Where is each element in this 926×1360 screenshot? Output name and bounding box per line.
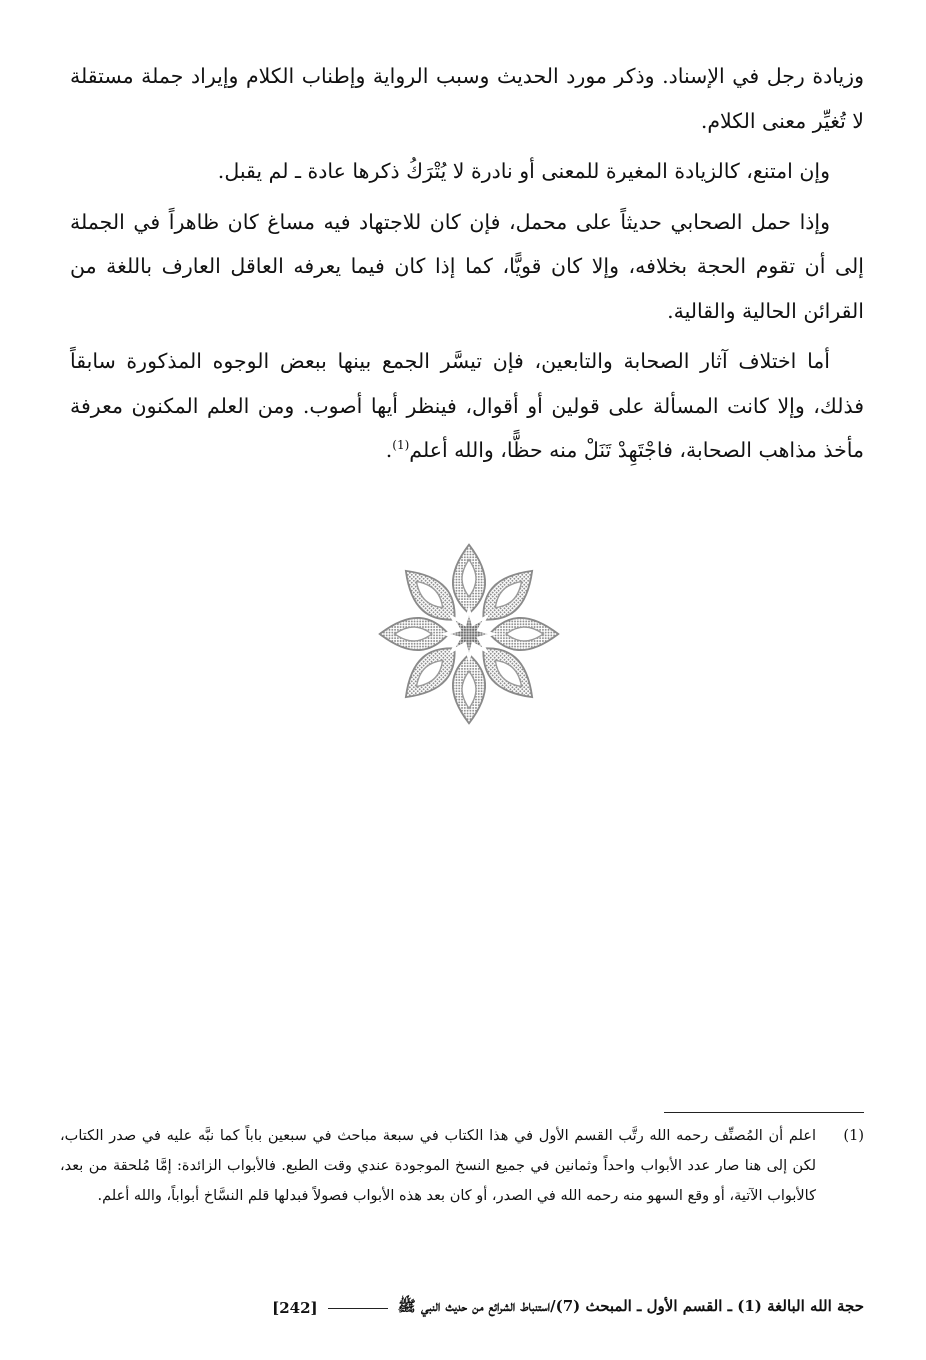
paragraph-2: وإن امتنع، كالزيادة المغيرة للمعنى أو نادرة لا يُتْرَكُ ذكرها عادة ـ لم يقبل. [217,159,830,183]
running-title: حجة الله البالغة (1) ـ القسم الأول ـ المبحث (7)/استنباط الشرائع من حديث النبي ﷺ [397,1297,864,1315]
footnote-text: اعلم أن المُصنِّف رحمه الله رتَّب القسم الأول في هذا الكتاب في سبعة مباحث في سبعين باباً كما نبَّه عليه في صدر الكتاب، لكن إلى هنا صار عدد الأبواب واحداً وثمانين في جميع النسخ الموجودة عندي وقت الطبع. فالأبواب الزائدة: إمَّا مُلحقة من بعد، كالأبواب الآتية، أو وقع السهو منه رحمه الله في الصدر، أو كان بعد هذه الأبواب فصولاً فبدلها قلم النسَّاخ أبواباً، والله أعلم. [60,1128,816,1204]
paragraph-4-end: . [385,438,393,462]
page-footer [66,1293,864,1323]
main-text [70,54,864,479]
eight-point-star-icon [376,541,562,727]
footnote-separator [664,1112,864,1113]
page-number: [242] [272,1299,318,1317]
paragraph-4-text: أما اختلاف آثار الصحابة والتابعين، فإن تيسَّر الجمع بينها ببعض الوجوه المذكورة سابقاً فذلك، وإلا كانت المسألة على قولين أو أقوال، فينظر أيها أصوب. ومن العلم المكنون معرفة مأخذ مذاهب الصحابة، فاجْتَهِدْ تَنَلْ منه حظًّا، والله أعلم [70,349,864,462]
footer-rule [328,1308,388,1309]
footnote-1 [60,1121,864,1211]
ornament-center-star [445,610,493,658]
paragraph-3: وإذا حمل الصحابي حديثاً على محمل، فإن كان للاجتهاد فيه مساغ كان ظاهراً في الجملة إلى أن تقوم الحجة بخلافه، وإلا كان قويًّا، كما إذا كان فيما يعرفه العاقل العارف باللغة من القرائن الحالية والقالية. [70,209,864,323]
footnotes [60,1112,864,1211]
footnote-number: (1) [843,1128,864,1144]
paragraph-4 [70,339,864,473]
paragraph-1: وزيادة رجل في الإسناد. وذكر مورد الحديث وسبب الرواية وإطناب الكلام وإيراد جملة مستقلة لا تُغيِّر معنى الكلام. [70,64,864,133]
footnote-reference[interactable]: (1) [392,438,410,453]
